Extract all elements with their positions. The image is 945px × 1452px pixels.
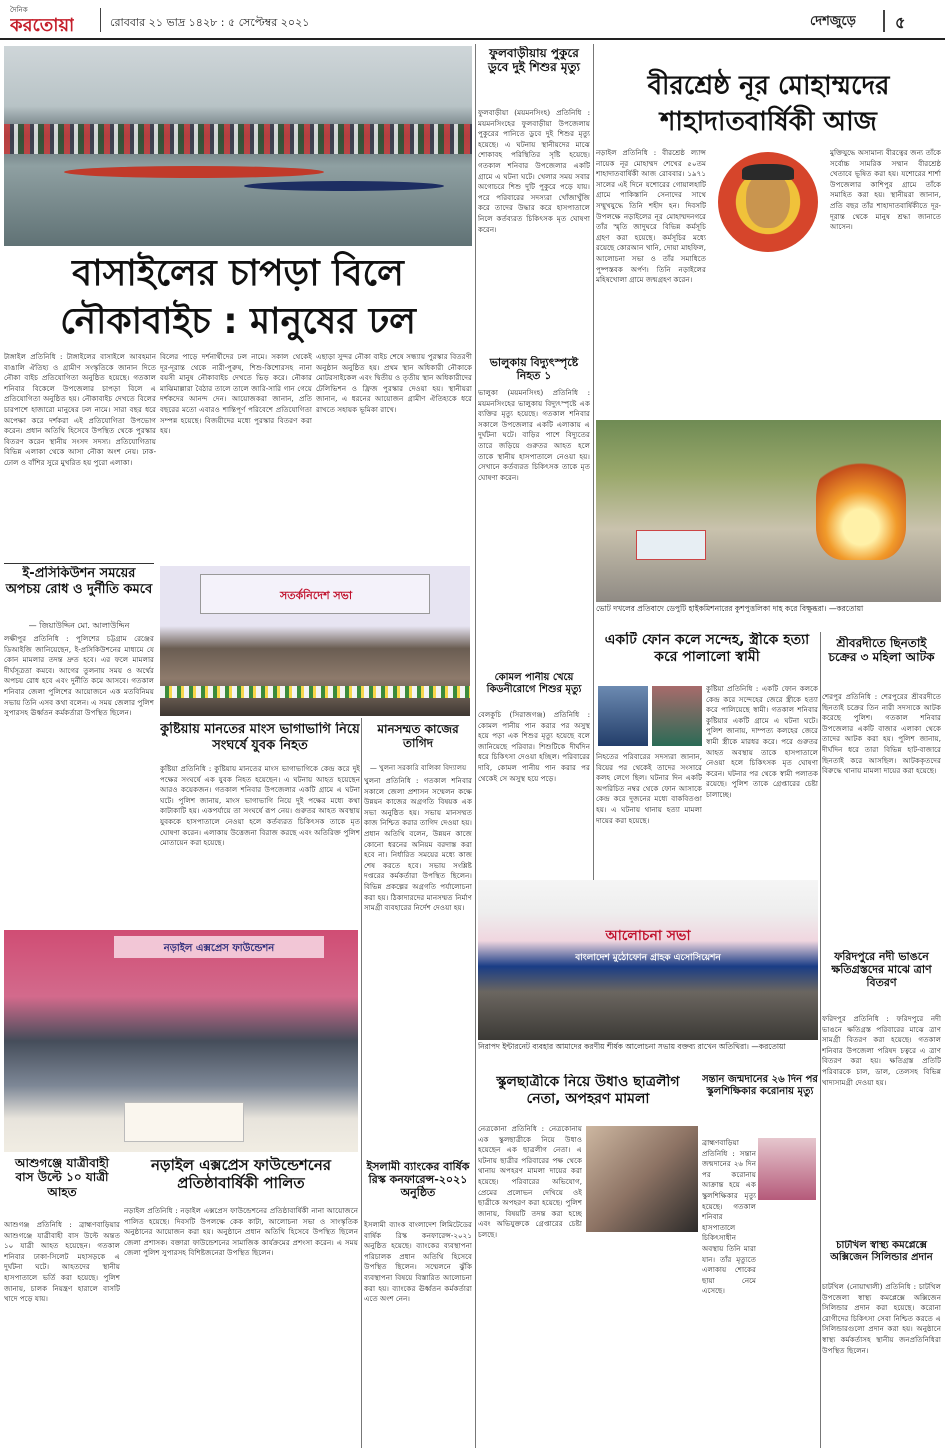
meeting-banner bbox=[200, 574, 430, 614]
kushtia-clash-headline: কুষ্টিয়ায় মানতের মাংস ভাগাভাগি নিয়ে সংঘর্ষে যুবক নিহত bbox=[160, 722, 360, 753]
eprosecution-body: লক্ষীপুর প্রতিনিধি : পুলিশের চট্টগ্রাম রেঞ্জের ডিআইজি জানিয়েছেন, ই-প্রসিকিউশনের মাধ্যমে যে কোন মামলার তদন্ত দ্রুত হবে। এর ফলে মামলার দীর্ঘসূত্রতা কমবে। আগের তুলনায় সময় ও অর্থের অপচয় রোধ হবে এবং দুর্নীতি কমে আসবে। গতকাল শনিবার জেলা পুলিশের আয়োজনে এক মতবিনিময় সভায় তিনি এসব কথা বলেন। এ সময় জেলার পুলিশ সুপারসহ ঊর্ধ্বতন কর্মকর্তারা উপস্থিত ছিলেন। bbox=[4, 634, 154, 718]
boat-crowd bbox=[4, 124, 472, 154]
fire-flames bbox=[816, 450, 906, 560]
teacher-death-body: ব্রাহ্মণবাড়িয়া প্রতিনিধি : সন্তান জন্মদানের ২৬ দিন পর করোনায় আক্রান্ত হয়ে এক স্কুলশিক্ষিকার মৃত্যু হয়েছে। গতকাল শনিবার হাসপাতালে চিকিৎসাধীন অবস্থায় তিনি মারা যান। তাঁর মৃত্যুতে এলাকায় শোকের ছায়া নেমে এসেছে। bbox=[702, 1138, 756, 1296]
soft-drink-body: বেলকুচি (সিরাজগঞ্জ) প্রতিনিধি : কোমল পানীয় পান করার পর অসুস্থ হয়ে পড়া এক শিশুর মৃত্যু হয়েছে বলে জানিয়েছে পরিবার। শিশুটিকে দীর্ঘদিন ধরে চিকিৎসা দেওয়া হচ্ছিল। পরিবারের দাবি, কোমল পানীয় পান করার পর থেকেই সে অসুস্থ হয়ে পড়ে। bbox=[478, 710, 590, 783]
section-divider bbox=[883, 10, 885, 32]
women-arrest-headline: শ্রীবরদীতে ছিনতাই চক্রের ৩ মহিলা আটক bbox=[828, 636, 935, 665]
quality-work-body: খুলনা প্রতিনিধি : গতকাল শনিবার সকালে জেলা প্রশাসন সম্মেলন কক্ষে উন্নয়ন কাজের অগ্রগতি বিষয়ক এক সভা অনুষ্ঠিত হয়। সভায় মানসম্মত কাজ নিশ্চিত করার তাগিদ দেওয়া হয়। প্রধান অতিথি বলেন, উন্নয়ন কাজে কোনো ধরনের অনিয়ম বরদাস্ত করা হবে না। নির্ধারিত সময়ের মধ্যে কাজ শেষ করতে হবে। সভায় সংশ্লিষ্ট দপ্তরের কর্মকর্তারা উপস্থিত ছিলেন। বিভিন্ন প্রকল্পের অগ্রগতি পর্যালোচনা করা হয়। ঠিকাদারদের মানসম্মত নির্মাণ সামগ্রী ব্যবহারের নির্দেশ দেওয়া হয়। bbox=[364, 776, 472, 913]
effigy-caption: ভোট দখলের প্রতিবাদে ডেপুটি হাইকমিশনারের কুশপুত্তলিকা দাহ করে বিক্ষুব্ধরা। —করতোয়া bbox=[596, 604, 864, 613]
foundation-body: নড়াইল প্রতিনিধি : নড়াইল এক্সপ্রেস ফাউন্ডেশনের প্রতিষ্ঠাবার্ষিকী নানা আয়োজনে পালিত হয়েছে। দিবসটি উপলক্ষে কেক কাটা, আলোচনা সভা ও সাংস্কৃতিক অনুষ্ঠানের আয়োজন করা হয়। অনুষ্ঠানে প্রধান অতিথি হিসেবে উপস্থিত ছিলেন জেলা প্রশাসক। বক্তারা ফাউন্ডেশনের সামাজিক কার্যক্রমের প্রশংসা করেন। এ সময় জেলা পুলিশ সুপারসহ বিশিষ্টজনেরা উপস্থিত ছিলেন। bbox=[124, 1206, 358, 1258]
phone-murder-body-2: নিহতের পরিবারের সদস্যরা জানান, বিয়ের পর থেকেই তাদের সংসারে কলহ লেগে ছিল। ঘটনার দিন একটি অপরিচিত নম্বর থেকে ফোন আসাকে কেন্দ্র করে দুজনের মধ্যে বাকবিতণ্ডা হয়। এ ঘটনায় থানায় হত্যা মামলা দায়ের করা হয়েছে। bbox=[596, 752, 702, 825]
boat-race-body-col2: বিলের পাড়ে দর্শনার্থীদের ঢল নামে। সকাল থেকেই দূর-দূরান্ত থেকে নারী-পুরুষ, শিশু-কিশোরসহ নানা বয়সী মানুষ নৌকাবাইচ দেখতে ভিড় করে। নৌকার মাঝিমাল্লারা বৈঠার তালে তালে জারি-সারি গান গেয়ে দর্শকদের আনন্দ দেন। আয়োজকরা জানান, প্রতি বছরের মতো এবারও শান্তিপূর্ণ পরিবেশে প্রতিযোগিতা সম্পন্ন হয়েছে। বিজয়ীদের মধ্যে পুরস্কার বিতরণ করা হয়। bbox=[160, 352, 312, 436]
pond-headline: ফুলবাড়ীয়ায় পুকুরে ডুবে দুই শিশুর মৃত্যু bbox=[487, 46, 581, 75]
seminar-photo bbox=[478, 880, 818, 1040]
noor-mohammad-portrait bbox=[712, 148, 824, 262]
seminar-banner-org: বাংলাদেশ মুঠোফোন গ্রাহক এসোসিয়েশন bbox=[575, 953, 721, 963]
bank-conf-body: ইসলামী ব্যাংক বাংলাদেশ লিমিটেডের বার্ষিক রিস্ক কনফারেন্স-২০২১ অনুষ্ঠিত হয়েছে। ব্যাংকের ব্যবস্থাপনা পরিচালক প্রধান অতিথি হিসেবে উপস্থিত ছিলেন। সম্মেলনে ঝুঁকি ব্যবস্থাপনা বিষয়ে বিস্তারিত আলোচনা করা হয়। ব্যাংকের ঊর্ধ্বতন কর্মকর্তারা এতে অংশ নেন। bbox=[364, 1220, 472, 1304]
soft-drink-headline: কোমল পানীয় খেয়ে কিডনীরোগে শিশুর মৃত্যু bbox=[486, 672, 582, 695]
quality-work-byline: — খুলনা সরকারি বালিকা বিদ্যালয় bbox=[369, 764, 467, 772]
pond-body: ফুলবাড়ীয়া (ময়মনসিংহ) প্রতিনিধি : ময়মনসিংহের ফুলবাড়ীয়া উপজেলায় পুকুরের পানিতে ডুবে দুই শিশুর মৃত্যু হয়েছে। এ ঘটনায় স্থানীয়দের মাঝে শোকাবহ পরিস্থিতির সৃষ্টি হয়েছে। গতকাল শনিবার উপজেলার একটি গ্রামে এ ঘটনা ঘটে। খেলার সময় সবার অগোচরে শিশু দুটি পুকুরে পড়ে যায়। পরে পরিবারের সদস্যরা খোঁজাখুঁজি করে তাদের উদ্ধার করে হাসপাতালে নিলে কর্তব্যরত চিকিৎসক মৃত ঘোষণা করেন। bbox=[478, 108, 590, 234]
noor-mohammad-headline: বীরশ্রেষ্ঠ নূর মোহাম্মদের শাহাদাতবার্ষিকী আজ bbox=[647, 71, 890, 137]
kidnap-body: নেত্রকোনা প্রতিনিধি : নেত্রকোনায় এক স্কুলছাত্রীকে নিয়ে উধাও হয়েছেন এক ছাত্রলীগ নেতা। এ ঘটনায় ছাত্রীর পরিবারের পক্ষ থেকে থানায় অপহরণ মামলা দায়ের করা হয়েছে। পরিবারের অভিযোগ, প্রেমের প্রলোভন দেখিয়ে ওই ছাত্রীকে অপহরণ করা হয়েছে। পুলিশ জানায়, বিষয়টি তদন্ত করা হচ্ছে এবং অভিযুক্তকে গ্রেপ্তারের চেষ্টা চলছে। bbox=[478, 1124, 582, 1239]
race-boat bbox=[64, 166, 324, 178]
seminar-caption: নিরাপদ ইন্টারনেট ব্যবহার আমাদের করণীয় শীর্ষক আলোচনা সভায় বক্তব্য রাখেন অতিথিরা। —করতোয়া bbox=[478, 1042, 786, 1051]
victim-photo-2 bbox=[652, 686, 702, 746]
paper-logo: করতোয়া bbox=[10, 15, 75, 36]
column-rule bbox=[475, 44, 476, 1448]
flower-row bbox=[160, 686, 470, 698]
kidnap-headline: স্কুলছাত্রীকে নিয়ে উধাও ছাত্রলীগ নেতা, অপহরণ মামলা bbox=[496, 1074, 680, 1107]
protest-banner bbox=[636, 530, 706, 560]
eprosecution-headline: ই-প্রসিকিউশন সময়ের অপচয় রোধ ও দুর্নীতি কমবে bbox=[5, 566, 153, 597]
effigy-photo bbox=[596, 420, 941, 602]
foundation-banner-text: নড়াইল এক্সপ্রেস ফাউন্ডেশন bbox=[163, 943, 275, 954]
health-complex-headline: চাটখিল স্বাস্থ্য কমপ্লেক্সে অক্সিজেন সিলিন্ডার প্রদান bbox=[830, 1240, 933, 1263]
bus-accident-body: আশুগঞ্জ প্রতিনিধি : ব্রাহ্মণবাড়িয়ার আশুগঞ্জে যাত্রীবাহী বাস উল্টে অন্তত ১০ যাত্রী আহত হয়েছেন। গতকাল শনিবার ঢাকা-সিলেট মহাসড়কে এ দুর্ঘটনা ঘটে। আহতদের স্থানীয় হাসপাতালে ভর্তি করা হয়েছে। পুলিশ জানায়, চালক নিয়ন্ত্রণ হারালে বাসটি খাদে পড়ে যায়। bbox=[4, 1220, 120, 1304]
column-rule bbox=[593, 44, 594, 880]
foundation-photo bbox=[4, 930, 358, 1152]
masthead bbox=[0, 0, 945, 40]
meeting-photo bbox=[160, 566, 470, 716]
noor-mohammad-body-2: মুক্তিযুদ্ধে অসামান্য বীরত্বের জন্য তাঁকে সর্বোচ্চ সামরিক সম্মান বীরশ্রেষ্ঠ খেতাবে ভূষিত করা হয়। যশোরের শার্শা উপজেলার কাশিপুর গ্রামে তাঁকে সমাহিত করা হয়। স্থানীয়রা জানান, প্রতি বছর তাঁর শাহাদাতবার্ষিকীতে দূর-দূরান্ত থেকে মানুষ শ্রদ্ধা জানাতে আসেন। bbox=[830, 148, 941, 232]
foundation-banner bbox=[114, 936, 324, 958]
teacher-death-headline: সন্তান জন্মদানের ২৬ দিন পর স্কুলশিক্ষিকার করোনায় মৃত্যু bbox=[702, 1074, 818, 1097]
boat-race-photo bbox=[4, 46, 472, 246]
column-rule bbox=[820, 632, 821, 1448]
teacher-photo bbox=[758, 1138, 816, 1200]
electrocution-body: ভালুকা (ময়মনসিংহ) প্রতিনিধি : ময়মনসিংহের ভালুকায় বিদ্যুৎস্পৃষ্টে এক ব্যক্তির মৃত্যু হয়েছে। গতকাল শনিবার সকালে উপজেলার একটি এলাকায় এ দুর্ঘটনা ঘটে। বাড়ির পাশে বিদ্যুতের তারে জড়িয়ে গুরুতর আহত হলে তাকে স্থানীয় হাসপাতালে নেওয়া হয়। সেখানে কর্তব্যরত চিকিৎসক তাকে মৃত ঘোষণা করেন। bbox=[478, 388, 590, 482]
race-boat-2 bbox=[244, 181, 444, 191]
boat-race-headline: বাসাইলের চাপড়া বিলে নৌকাবাইচ : মানুষের ঢল bbox=[60, 253, 416, 342]
eprosecution-byline: — জিয়াউদ্দিন মো. আলাউদ্দিন bbox=[28, 621, 130, 630]
portrait-face bbox=[746, 172, 790, 228]
divider bbox=[4, 563, 154, 564]
phone-murder-body: কুষ্টিয়া প্রতিনিধি : একটি ফোন কলকে কেন্দ্র করে সন্দেহের জেরে স্ত্রীকে হত্যা করে পালিয়েছে স্বামী। গতকাল শনিবার কুষ্টিয়ার একটি গ্রামে এ ঘটনা ঘটে। পুলিশ জানায়, দাম্পত্য কলহের জেরে স্বামী স্ত্রীকে মারধর করে। পরে গুরুতর আহত অবস্থায় তাকে হাসপাতালে নেওয়া হলে চিকিৎসক মৃত ঘোষণা করেন। ঘটনার পর থেকে স্বামী পলাতক রয়েছে। পুলিশ তাকে গ্রেপ্তারের চেষ্টা চালাচ্ছে। bbox=[706, 684, 818, 799]
victim-photo-1 bbox=[598, 686, 648, 746]
bus-accident-headline: আশুগঞ্জে যাত্রীবাহী বাস উল্টে ১০ যাত্রী আহত bbox=[15, 1156, 109, 1199]
electrocution-headline: ভালুকায় বিদ্যুৎস্পৃষ্টে নিহত ১ bbox=[489, 356, 579, 383]
masthead-divider bbox=[100, 8, 101, 32]
page-number: ৫ bbox=[895, 13, 906, 32]
relief-headline: ফরিদপুরে নদী ভাঙনে ক্ষতিগ্রস্তদের মাঝে ত্রাণ বিতরণ bbox=[831, 950, 932, 990]
phone-murder-headline: একটি ফোন কলে সন্দেহ, স্ত্রীকে হত্যা করে পালালো স্বামী bbox=[604, 632, 810, 665]
health-complex-body: চাটখিল (নোয়াখালী) প্রতিনিধি : চাটখিল উপজেলা স্বাস্থ্য কমপ্লেক্সে অক্সিজেন সিলিন্ডার প্রদান করা হয়েছে। করোনা রোগীদের চিকিৎসা সেবা নিশ্চিত করতে এ সিলিন্ডারগুলো প্রদান করা হয়। অনুষ্ঠানে স্বাস্থ্য কর্মকর্তাসহ স্থানীয় জনপ্রতিনিধিরা উপস্থিত ছিলেন। bbox=[822, 1282, 941, 1355]
boat-race-body-col3: এছাড়া সুন্দর নৌকা বাইচ শেষে সন্ধ্যায় পুরস্কার বিতরণী অনুষ্ঠান অনুষ্ঠিত হয়। প্রথম স্থান অধিকারী নৌকাকে মোটরসাইকেল এবং দ্বিতীয় ও তৃতীয় স্থান অধিকারীদের টেলিভিশন ও ফ্রিজ পুরস্কার দেওয়া হয়। স্থানীয়রা জানান, এ ধরনের আয়োজন গ্রামীণ ঐতিহ্যকে ধরে রাখতে সহায়ক ভূমিকা রাখে। bbox=[316, 352, 472, 414]
foundation-headline: নড়াইল এক্সপ্রেস ফাউন্ডেশনের প্রতিষ্ঠাবার্ষিকী পালিত bbox=[150, 1156, 332, 1192]
boat-race-body-col1: টাঙ্গাইল প্রতিনিধি : টাঙ্গাইলের বাসাইলে আবহমান বাঙালি ঐতিহ্য ও গ্রামীণ সংস্কৃতিকে জানান দিতে নৌকা বাইচ প্রতিযোগিতা অনুষ্ঠিত হয়েছে। গতকাল শনিবার বিকেলে উপজেলার চাপড়া বিলে এ প্রতিযোগিতা অনুষ্ঠিত হয়। নৌকাবাইচ দেখতে বিলের চারপাশে হাজারো মানুষের ঢল নামে। সারা বছর ধরে অপেক্ষা করে দর্শকরা এই প্রতিযোগিতা উপভোগ করেন। প্রধান অতিথি হিসেবে উপস্থিত থেকে পুরস্কার বিতরণ করেন স্থানীয় সংসদ সদস্য। প্রতিযোগিতায় বিভিন্ন এলাকা থেকে আসা নৌকা অংশ নেয়। ঢাক-ঢোল ও বাঁশির সুরে মুখরিত হয় পুরো এলাকা। bbox=[4, 352, 156, 467]
masthead-date: রোববার ২১ ভাদ্র ১৪২৮ : ৫ সেপ্টেম্বর ২০২১ bbox=[110, 16, 310, 29]
seminar-banner-title: আলোচনা সভা bbox=[605, 928, 691, 944]
paper-small-label: দৈনিক bbox=[10, 6, 28, 14]
kidnap-couple-photo bbox=[586, 1126, 698, 1232]
bank-conf-headline: ইসলামী ব্যাংকের বার্ষিক রিস্ক কনফারেন্স-২০২১ অনুষ্ঠিত bbox=[366, 1160, 470, 1200]
relief-body: ফরিদপুর প্রতিনিধি : ফরিদপুরে নদী ভাঙনে ক্ষতিগ্রস্ত পরিবারের মাঝে ত্রাণ সামগ্রী বিতরণ করা হয়েছে। গতকাল শনিবার উপজেলা পরিষদ চত্বরে এ ত্রাণ বিতরণ করা হয়। ক্ষতিগ্রস্ত প্রতিটি পরিবারকে চাল, ডাল, তেলসহ বিভিন্ন খাদ্যসামগ্রী দেওয়া হয়। bbox=[822, 1014, 941, 1087]
women-arrest-body: শেরপুর প্রতিনিধি : শেরপুরের শ্রীবরদীতে ছিনতাই চক্রের তিন নারী সদস্যকে আটক করেছে পুলিশ। গতকাল শনিবার উপজেলার একটি বাজার এলাকা থেকে তাদের আটক করা হয়। পুলিশ জানায়, দীর্ঘদিন ধরে তারা বিভিন্ন হাট-বাজারে ছিনতাই করে আসছিল। আটককৃতদের বিরুদ্ধে থানায় মামলা দায়ের করা হয়েছে। bbox=[822, 692, 941, 776]
cake-table bbox=[124, 1102, 244, 1142]
section-name: দেশজুড়ে bbox=[810, 14, 856, 29]
portrait-cap bbox=[742, 164, 794, 180]
meeting-banner-text: সতর্কনিদেশ সভা bbox=[279, 589, 353, 602]
kushtia-clash-body: কুষ্টিয়া প্রতিনিধি : কুষ্টিয়ায় মানতের মাংস ভাগাভাগিকে কেন্দ্র করে দুই পক্ষের সংঘর্ষে এক যুবক নিহত হয়েছেন। এ ঘটনায় আহত হয়েছেন আরও কয়েকজন। গতকাল শনিবার উপজেলার একটি গ্রামে এ ঘটনা ঘটে। পুলিশ জানায়, মাংস ভাগাভাগি নিয়ে দুই পক্ষের মধ্যে কথা কাটাকাটি হয়। একপর্যায়ে তা সংঘর্ষে রূপ নেয়। গুরুতর আহত অবস্থায় যুবককে হাসপাতালে নেওয়া হলে কর্তব্যরত চিকিৎসক তাকে মৃত ঘোষণা করেন। এলাকায় উত্তেজনা বিরাজ করছে এবং অতিরিক্ত পুলিশ মোতায়েন করা হয়েছে। bbox=[160, 764, 360, 848]
column-rule bbox=[361, 718, 362, 1448]
noor-mohammad-body: নড়াইল প্রতিনিধি : বীরশ্রেষ্ঠ ল্যান্স নায়েক নূর মোহাম্মদ শেখের ৫০তম শাহাদাতবার্ষিকী আজ রোববার। ১৯৭১ সালের এই দিনে যশোরের গোয়ালহাটি গ্রামে পাকিস্তানি সেনাদের সাথে সম্মুখযুদ্ধে তিনি শহীদ হন। দিবসটি উপলক্ষে নড়াইলের নূর মোহাম্মদনগরে তাঁর স্মৃতি জাদুঘরে বিভিন্ন কর্মসূচি গ্রহণ করা হয়েছে। কর্মসূচির মধ্যে রয়েছে কোরআন খানি, দোয়া মাহফিল, আলোচনা সভা ও তাঁর সমাধিতে পুষ্পস্তবক অর্পণ। তিনি নড়াইলের মহিষখোলা গ্রামে জন্মগ্রহণ করেন। bbox=[596, 148, 706, 285]
quality-work-headline: মানসম্মত কাজের তাগিদ bbox=[377, 722, 459, 751]
